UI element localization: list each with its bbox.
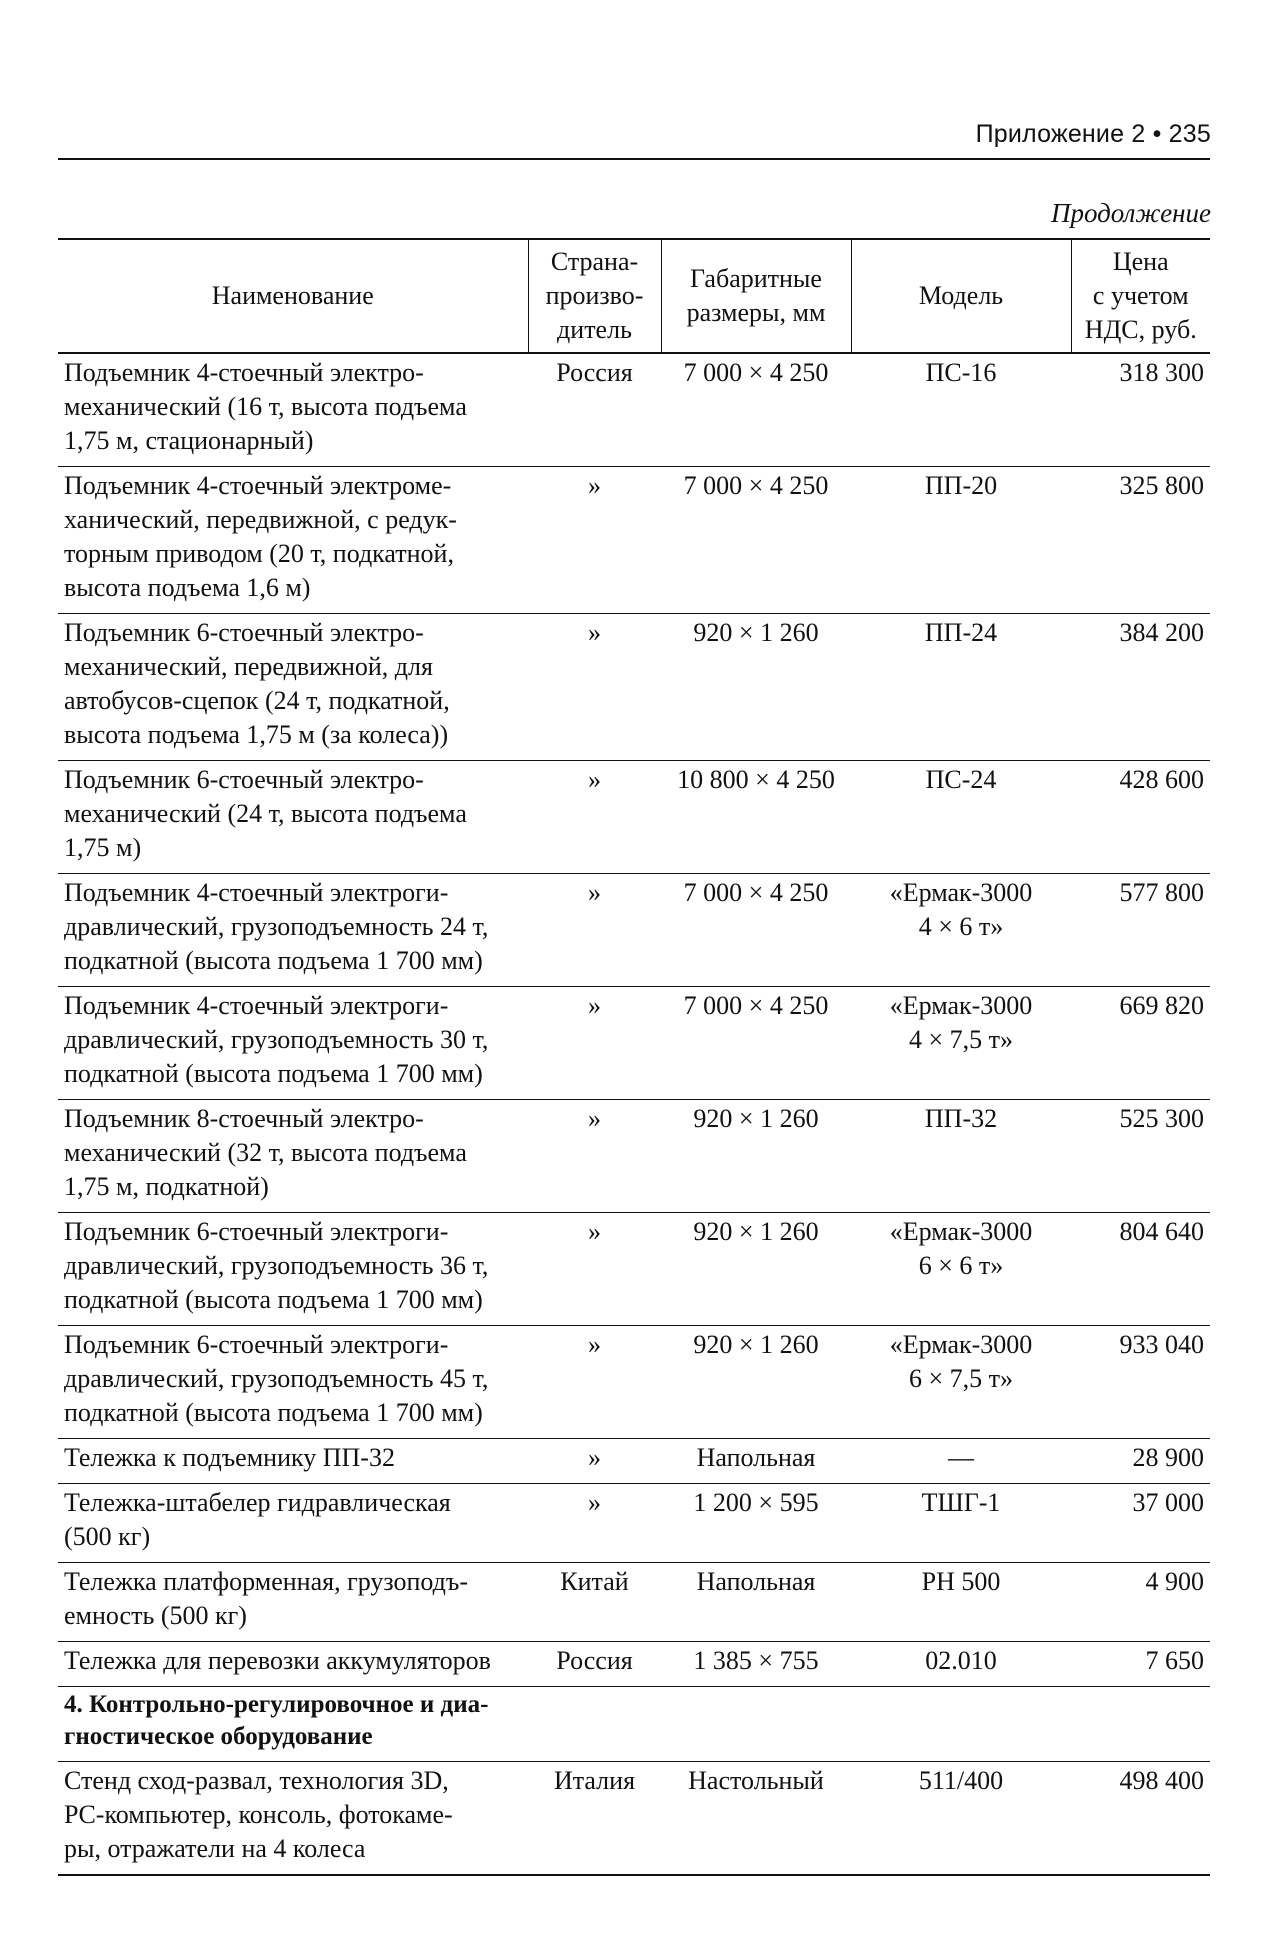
- cell-price: 804 640: [1071, 1213, 1210, 1326]
- cell-price: 384 200: [1071, 614, 1210, 761]
- cell-country: Россия: [528, 353, 661, 467]
- column-header-price-text: Цена с учетом НДС, руб.: [1084, 247, 1197, 344]
- cell-country: Россия: [528, 1642, 661, 1687]
- header-rule: [58, 158, 1210, 160]
- cell-price: 525 300: [1071, 1100, 1210, 1213]
- column-header-name-text: Наименование: [211, 281, 374, 310]
- cell-model: «Ермак-3000 4 × 6 т»: [851, 874, 1071, 987]
- cell-price: 7 650: [1071, 1642, 1210, 1687]
- cell-dimensions: 1 385 × 755: [661, 1642, 851, 1687]
- cell-price: 37 000: [1071, 1484, 1210, 1563]
- column-header-dimensions: [661, 239, 851, 353]
- cell-price: 498 400: [1071, 1762, 1210, 1876]
- cell-name: Подъемник 4-стоечный электро- механический (16 т, высота подъема 1,75 м, стационарный): [58, 353, 528, 467]
- continuation-label: Продолжение: [1050, 198, 1211, 228]
- cell-price: 4 900: [1071, 1563, 1210, 1642]
- table-row: [58, 1213, 1210, 1326]
- cell-dimensions: Напольная: [661, 1563, 851, 1642]
- cell-name: Подъемник 8-стоечный электро- механический (32 т, высота подъема 1,75 м, подкатной): [58, 1100, 528, 1213]
- cell-model: 02.010: [851, 1642, 1071, 1687]
- cell-price: 933 040: [1071, 1326, 1210, 1439]
- cell-country: Италия: [528, 1762, 661, 1876]
- table-row: [58, 614, 1210, 761]
- column-header-name: [58, 239, 528, 353]
- table-row: [58, 353, 1210, 467]
- cell-model: «Ермак-3000 6 × 7,5 т»: [851, 1326, 1071, 1439]
- cell-country: »: [528, 1484, 661, 1563]
- cell-model: ПП-32: [851, 1100, 1071, 1213]
- table-row: [58, 1439, 1210, 1484]
- column-header-country: [528, 239, 661, 353]
- cell-model: «Ермак-3000 6 × 6 т»: [851, 1213, 1071, 1326]
- cell-price: 428 600: [1071, 761, 1210, 874]
- cell-name: Тележка платформенная, грузоподъ- емность (500 кг): [58, 1563, 528, 1642]
- cell-name: Тележка-штабелер гидравлическая (500 кг): [58, 1484, 528, 1563]
- cell-price: 577 800: [1071, 874, 1210, 987]
- table-row: [58, 1762, 1210, 1876]
- table-row: [58, 987, 1210, 1100]
- cell-country: »: [528, 987, 661, 1100]
- cell-country: »: [528, 1213, 661, 1326]
- table-row: [58, 874, 1210, 987]
- table-row: [58, 1326, 1210, 1439]
- cell-model: ПП-24: [851, 614, 1071, 761]
- table-row: [58, 1100, 1210, 1213]
- cell-name: Подъемник 4-стоечный электроги- дравлический, грузоподъемность 24 т, подкатной (высота подъема 1 700 мм): [58, 874, 528, 987]
- cell-name: Подъемник 6-стоечный электро- механический (24 т, высота подъема 1,75 м): [58, 761, 528, 874]
- cell-price: 318 300: [1071, 353, 1210, 467]
- cell-dimensions: 7 000 × 4 250: [661, 987, 851, 1100]
- section-heading-row: [58, 1687, 1210, 1762]
- cell-model: ПС-24: [851, 761, 1071, 874]
- table-row: [58, 467, 1210, 614]
- cell-country: »: [528, 874, 661, 987]
- section-heading: 4. Контрольно-регулировочное и диа- гностическое оборудование: [58, 1687, 528, 1762]
- cell-name: Стенд сход-развал, технология 3D, PC-компьютер, консоль, фотокаме- ры, отражатели на 4 колеса: [58, 1762, 528, 1876]
- cell-name: Подъемник 6-стоечный электро- механический, передвижной, для автобусов-сцепок (24 т, подкатной, высота подъема 1,75 м (за колеса)): [58, 614, 528, 761]
- cell-model: ПП-20: [851, 467, 1071, 614]
- table-row: [58, 1484, 1210, 1563]
- cell-dimensions: 920 × 1 260: [661, 1100, 851, 1213]
- cell-name: Подъемник 4-стоечный электроги- дравлический, грузоподъемность 30 т, подкатной (высота подъема 1 700 мм): [58, 987, 528, 1100]
- cell-model: PH 500: [851, 1563, 1071, 1642]
- column-header-price: [1071, 239, 1210, 353]
- cell-country: »: [528, 1326, 661, 1439]
- cell-dimensions: 7 000 × 4 250: [661, 467, 851, 614]
- column-header-model: [851, 239, 1071, 353]
- cell-country: »: [528, 761, 661, 874]
- cell-dimensions: Настольный: [661, 1762, 851, 1876]
- running-head: Приложение 2 • 235: [975, 120, 1211, 148]
- cell-model: 511/400: [851, 1762, 1071, 1876]
- price-table: [58, 238, 1210, 1876]
- cell-country: »: [528, 614, 661, 761]
- cell-country: »: [528, 467, 661, 614]
- cell-dimensions: 920 × 1 260: [661, 1213, 851, 1326]
- cell-country: Китай: [528, 1563, 661, 1642]
- cell-price: 28 900: [1071, 1439, 1210, 1484]
- cell-dimensions: 1 200 × 595: [661, 1484, 851, 1563]
- cell-name: Подъемник 6-стоечный электроги- дравлический, грузоподъемность 45 т, подкатной (высота подъема 1 700 мм): [58, 1326, 528, 1439]
- cell-country: »: [528, 1100, 661, 1213]
- cell-name: Тележка к подъемнику ПП-32: [58, 1439, 528, 1484]
- cell-name: Подъемник 4-стоечный электроме- ханический, передвижной, с редук- торным приводом (20 т, подкатной, высота подъема 1,6 м): [58, 467, 528, 614]
- cell-price: 325 800: [1071, 467, 1210, 614]
- table-body: [58, 353, 1210, 1875]
- cell-model: —: [851, 1439, 1071, 1484]
- cell-dimensions: Напольная: [661, 1439, 851, 1484]
- table-row: [58, 1642, 1210, 1687]
- cell-dimensions: 10 800 × 4 250: [661, 761, 851, 874]
- column-header-country-text: Страна- произво- дитель: [545, 247, 644, 344]
- cell-price: 669 820: [1071, 987, 1210, 1100]
- cell-name: Тележка для перевозки аккумуляторов: [58, 1642, 528, 1687]
- cell-name: Подъемник 6-стоечный электроги- дравлический, грузоподъемность 36 т, подкатной (высота подъема 1 700 мм): [58, 1213, 528, 1326]
- table-row: [58, 1563, 1210, 1642]
- cell-model: «Ермак-3000 4 × 7,5 т»: [851, 987, 1071, 1100]
- cell-dimensions: 920 × 1 260: [661, 1326, 851, 1439]
- cell-model: ТШГ-1: [851, 1484, 1071, 1563]
- table-row: [58, 761, 1210, 874]
- cell-dimensions: 7 000 × 4 250: [661, 874, 851, 987]
- cell-country: »: [528, 1439, 661, 1484]
- cell-dimensions: 7 000 × 4 250: [661, 353, 851, 467]
- section-heading-filler: [528, 1687, 1210, 1762]
- cell-model: ПС-16: [851, 353, 1071, 467]
- column-header-model-text: Модель: [918, 281, 1004, 310]
- cell-dimensions: 920 × 1 260: [661, 614, 851, 761]
- column-header-dimensions-text: Габаритные размеры, мм: [686, 264, 826, 327]
- table-header-row: [58, 239, 1210, 353]
